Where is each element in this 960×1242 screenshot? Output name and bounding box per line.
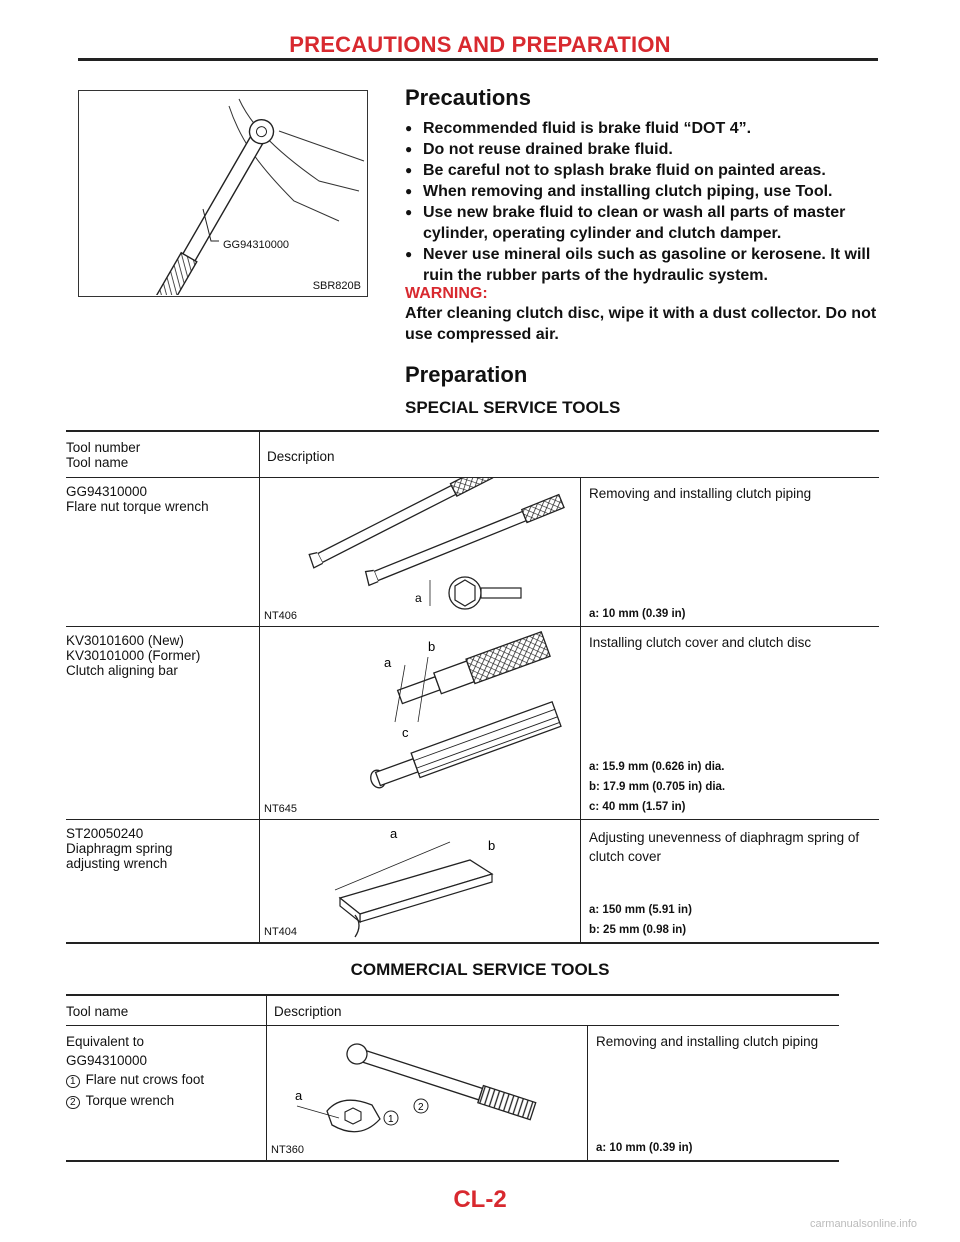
page-number: CL-2 xyxy=(453,1186,507,1213)
tool-description: Adjusting unevenness of diaphragm spring of clutch cover xyxy=(589,829,860,864)
tool-description: Removing and installing clutch piping xyxy=(596,1033,819,1049)
site-watermark[interactable]: carmanualsonline.info xyxy=(810,1218,918,1230)
header-tool-name: Tool name xyxy=(66,455,129,470)
table-header-row xyxy=(66,995,839,1025)
special-tools-title: SPECIAL SERVICE TOOLS xyxy=(405,398,621,417)
warning-text: After cleaning clutch disc, wipe it with a dust collector. Do not use compressed air. xyxy=(405,305,877,343)
precaution-item: ● Do not reuse drained brake fluid. xyxy=(405,139,883,160)
figure-code: NT404 xyxy=(264,925,298,938)
figure-code: NT406 xyxy=(264,609,298,622)
tool-number: GG94310000 xyxy=(66,483,148,499)
crows-foot-wrench-illustration xyxy=(267,1026,587,1160)
diaphragm-spring-wrench-illustration xyxy=(260,820,580,942)
tool-specs xyxy=(589,900,692,940)
svg-text:a: a xyxy=(384,654,392,670)
precaution-item: ● Use new brake fluid to clean or wash all parts of master cylinder, operating cylinder and clutch damper. xyxy=(405,202,883,244)
precaution-item: ● Recommended fluid is brake fluid “DOT 4”. xyxy=(405,118,883,139)
warning-title: WARNING: xyxy=(405,285,488,302)
svg-text:b: b xyxy=(428,638,436,654)
header-tool-number: Tool number xyxy=(66,440,141,455)
precaution-item: ● When removing and installing clutch piping, use Tool. xyxy=(405,181,883,202)
tool-spec: a: 10 mm (0.39 in) xyxy=(596,1141,693,1154)
flare-nut-wrench-illustration xyxy=(79,91,366,295)
special-tools-table xyxy=(66,430,879,944)
tool-name-cont: adjusting wrench xyxy=(66,855,168,871)
tool-spec: c: 40 mm (1.57 in) xyxy=(589,800,686,813)
svg-text:a: a xyxy=(295,1087,303,1103)
table-row xyxy=(66,819,879,943)
torque-wrench-illustration xyxy=(260,478,580,626)
commercial-tools-title: COMMERCIAL SERVICE TOOLS xyxy=(350,960,610,979)
tool-spec: b: 25 mm (0.98 in) xyxy=(589,923,687,936)
part-item xyxy=(66,1070,266,1091)
part-number-badge: 1 xyxy=(66,1075,80,1088)
tool-name: Clutch aligning bar xyxy=(66,662,178,678)
svg-text:1: 1 xyxy=(388,1113,394,1125)
header-description: Description xyxy=(274,1004,342,1019)
svg-text:c: c xyxy=(402,724,409,740)
tool-spec: b: 17.9 mm (0.705 in) dia. xyxy=(589,780,726,793)
precaution-item: ● Be careful not to splash brake fluid on painted areas. xyxy=(405,160,883,181)
preparation-title: Preparation xyxy=(405,362,528,387)
tool-number-former: KV30101000 (Former) xyxy=(66,647,201,663)
svg-text:b: b xyxy=(488,837,496,853)
part-number-badge: 2 xyxy=(66,1096,80,1109)
header-tool-name: Tool name xyxy=(66,1004,129,1019)
tool-number: KV30101600 (New) xyxy=(66,632,184,648)
tool-description: Installing clutch cover and clutch disc xyxy=(589,634,812,650)
tool-spec: a: 10 mm (0.39 in) xyxy=(589,607,686,620)
table-header-row xyxy=(66,431,879,477)
svg-text:2: 2 xyxy=(418,1101,424,1113)
tool-description: Removing and installing clutch piping xyxy=(589,485,812,501)
figure-code: SBR820B xyxy=(312,280,361,292)
tool-name: Diaphragm spring xyxy=(66,840,173,856)
commercial-tools-table xyxy=(66,994,839,1162)
precautions-title: Precautions xyxy=(405,85,531,110)
table-row xyxy=(66,626,879,819)
tool-number: ST20050240 xyxy=(66,825,144,841)
figure-part-label: GG94310000 xyxy=(223,239,290,251)
wrench-figure xyxy=(78,90,368,297)
header-description: Description xyxy=(267,449,335,464)
svg-text:a: a xyxy=(415,590,422,605)
tool-number: GG94310000 xyxy=(66,1052,148,1068)
part-name: Flare nut crows foot xyxy=(85,1071,205,1087)
table-row xyxy=(66,477,879,626)
precaution-item: ● Never use mineral oils such as gasoline or kerosene. It will ruin the rubber parts of the hydraulic system. xyxy=(405,244,883,286)
clutch-aligning-bar-illustration xyxy=(260,627,580,819)
tool-spec: a: 150 mm (5.91 in) xyxy=(589,903,692,916)
header-rule xyxy=(78,58,878,61)
precautions-list xyxy=(405,118,883,286)
tool-specs xyxy=(589,757,725,817)
tool-spec: a: 15.9 mm (0.626 in) dia. xyxy=(589,760,725,773)
part-name: Torque wrench xyxy=(85,1092,175,1108)
tool-name: Flare nut torque wrench xyxy=(66,498,209,514)
part-item xyxy=(66,1091,266,1112)
figure-code: NT645 xyxy=(264,802,298,815)
svg-text:a: a xyxy=(390,825,398,841)
page-header-title: PRECAUTIONS AND PREPARATION xyxy=(289,32,671,57)
table-row xyxy=(66,1025,839,1161)
figure-code: NT360 xyxy=(271,1143,305,1156)
tool-equivalent: Equivalent to xyxy=(66,1033,145,1049)
